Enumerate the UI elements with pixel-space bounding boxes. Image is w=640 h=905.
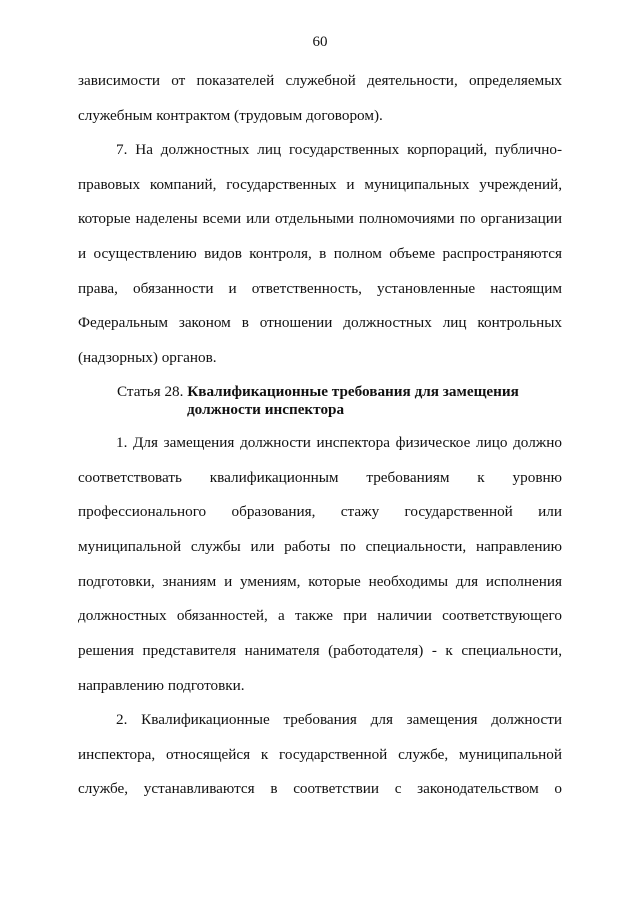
text-line: (надзорных) органов. (78, 349, 217, 366)
article-heading (117, 383, 519, 401)
article-title-line-2: должности инспектора (187, 401, 345, 418)
text-line: инспектора, относящейся к государственной службе, муниципальной (78, 746, 562, 763)
text-line: службе, устанавливаются в соответствии с законодательством о (78, 780, 562, 797)
page-number: 60 (312, 34, 328, 50)
text-line: и осуществлению видов контроля, в полном объеме распространяются (78, 245, 562, 262)
text-line: муниципальной службы или работы по специальности, направлению (78, 538, 562, 555)
text-line: 1. Для замещения должности инспектора физическое лицо должно (116, 434, 562, 451)
article-number: Статья 28. (117, 383, 184, 400)
article-title-line-1: Квалификационные требования для замещения (187, 383, 519, 400)
text-line: зависимости от показателей служебной деятельности, определяемых (78, 72, 562, 89)
text-line: направлению подготовки. (78, 677, 245, 694)
text-line: соответствовать квалификационным требованиям к уровню (78, 469, 562, 486)
text-line: решения представителя нанимателя (работодателя) - к специальности, (78, 642, 562, 659)
text-line: служебным контрактом (трудовым договором). (78, 107, 383, 124)
text-line: Федеральным законом в отношении должностных лиц контрольных (78, 314, 562, 331)
text-line: 7. На должностных лиц государственных корпораций, публично- (116, 141, 562, 158)
text-line: профессионального образования, стажу государственной или (78, 503, 562, 520)
text-line: подготовки, знаниям и умениям, которые необходимы для исполнения (78, 573, 562, 590)
text-line: правовых компаний, государственных и муниципальных учреждений, (78, 176, 562, 193)
text-line: должностных обязанностей, а также при наличии соответствующего (78, 607, 562, 624)
text-line: которые наделены всеми или отдельными полномочиями по организации (78, 210, 562, 227)
text-line: права, обязанности и ответственность, установленные настоящим (78, 280, 562, 297)
text-line: 2. Квалификационные требования для замещения должности (116, 711, 562, 728)
